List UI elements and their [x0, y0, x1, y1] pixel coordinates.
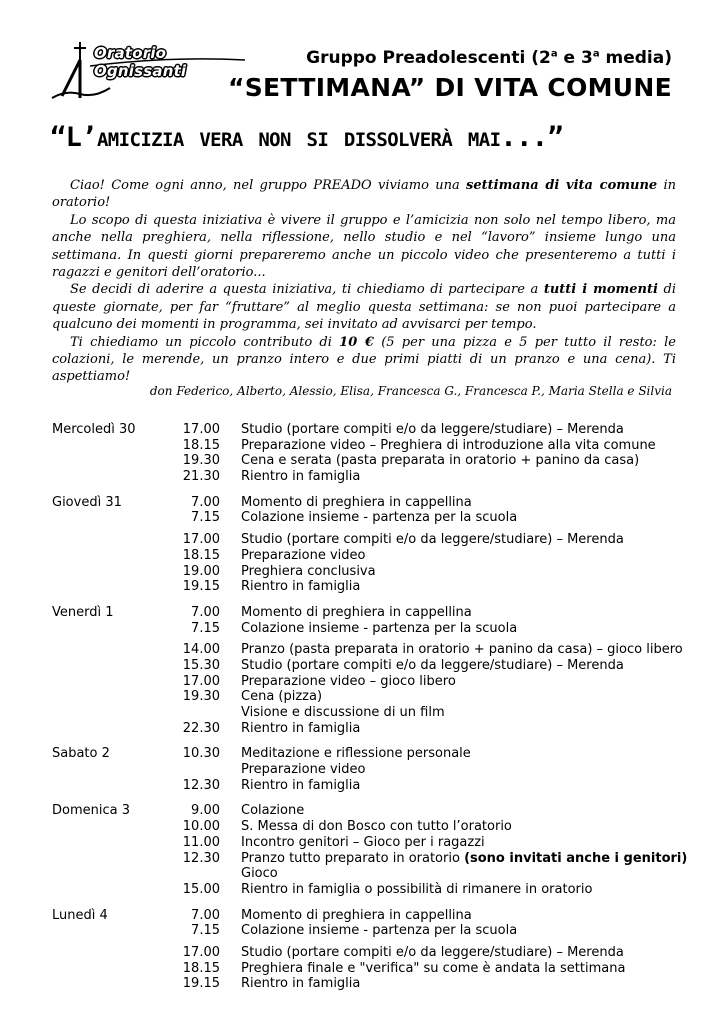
activity-text: Preghiera conclusiva	[241, 563, 376, 579]
time-label: 18.15	[182, 437, 220, 453]
schedule-row	[52, 621, 692, 637]
activity-text: Rientro in famiglia o possibilità di rimanere in oratorio	[241, 881, 593, 897]
schedule-day	[52, 803, 692, 897]
signature: don Federico, Alberto, Alessio, Elisa, Francesca G., Francesca P., Maria Stella e Silvia	[149, 384, 672, 398]
schedule-row	[52, 851, 692, 867]
activity-text: Visione e discussione di un film	[241, 705, 445, 720]
schedule-row	[52, 605, 692, 621]
letter-emphasis: settimana di vita comune	[466, 178, 658, 193]
activity-text: Preparazione video	[241, 762, 366, 778]
schedule-block	[52, 605, 692, 636]
activity-label	[241, 438, 656, 453]
schedule-row	[52, 908, 692, 924]
schedule-row	[52, 803, 692, 819]
letter-paragraph	[52, 177, 676, 212]
schedule-row	[52, 923, 692, 939]
activity-text: Preparazione video – Preghiera di introduzione alla vita comune	[241, 437, 656, 453]
activity-label	[241, 705, 445, 720]
activity-text: Rientro in famiglia	[241, 579, 361, 595]
activity-text: Preparazione video	[241, 547, 366, 563]
letter-paragraph: Lo scopo di questa iniziativa è vivere il gruppo e l’amicizia non solo nel tempo libero, ma anche nella preghiera, nella riflessione, nello studio e nel “lavoro” insieme lungo una settimana. In questi giorni prepareremo anche un piccolo video che presenteremo a tutti i ragazzi e genitori dell’oratorio...	[52, 212, 676, 281]
activity-text: Momento di preghiera in cappellina	[241, 494, 472, 510]
time-label: 7.15	[191, 923, 220, 939]
activity-text: Studio (portare compiti e/o da leggere/studiare) – Merenda	[241, 532, 624, 548]
schedule-block	[52, 945, 692, 992]
activity-text: Studio (portare compiti e/o da leggere/studiare) – Merenda	[241, 944, 624, 960]
activity-text: Momento di preghiera in cappellina	[241, 604, 472, 620]
schedule-row	[52, 579, 692, 595]
time-label: 22.30	[182, 720, 220, 736]
activity-label	[241, 923, 517, 938]
time-label: 11.00	[182, 834, 220, 850]
activity-text: Colazione insieme - partenza per la scuola	[241, 923, 518, 939]
activity-text: Cena e serata (pasta preparata in oratorio + panino da casa)	[241, 453, 640, 469]
time-label: 15.00	[182, 881, 220, 897]
schedule-row	[52, 548, 692, 564]
schedule-day	[52, 605, 692, 737]
activity-text: Colazione insieme - partenza per la scuola	[241, 510, 518, 526]
activity-label	[241, 762, 365, 777]
activity-text: S. Messa di don Bosco con tutto l’oratorio	[241, 819, 512, 835]
schedule-day	[52, 746, 692, 793]
schedule-row	[52, 976, 692, 992]
activity-text: Rientro in famiglia	[241, 720, 361, 736]
time-label: 10.30	[182, 746, 220, 762]
time-label: 19.15	[182, 579, 220, 595]
activity-label	[241, 621, 517, 636]
activity-text: Pranzo tutto preparato in oratorio	[241, 850, 465, 866]
schedule-row	[52, 469, 692, 485]
schedule-row	[52, 705, 692, 721]
activity-text: Rientro in famiglia	[241, 976, 361, 992]
schedule	[52, 422, 692, 1002]
activity-text: Studio (portare compiti e/o da leggere/studiare) – Merenda	[241, 657, 624, 673]
group-prefix: Gruppo Preadolescenti (2	[306, 48, 551, 68]
time-label: 19.30	[182, 689, 220, 705]
letter-text: Se decidi di aderire a questa iniziativa, ti chiediamo di partecipare a	[70, 282, 544, 298]
activity-text: Momento di preghiera in cappellina	[241, 907, 472, 923]
time-label: 21.30	[182, 469, 220, 485]
schedule-day	[52, 908, 692, 992]
activity-label	[241, 469, 360, 484]
schedule-row	[52, 674, 692, 690]
group-sup-1: a	[550, 48, 558, 60]
time-label: 10.00	[182, 819, 220, 835]
time-label: 7.00	[191, 907, 220, 923]
activity-text: Gioco	[241, 866, 278, 882]
schedule-day	[52, 422, 692, 485]
day-label: Mercoledì 30	[52, 422, 136, 437]
schedule-row	[52, 746, 692, 762]
day-label: Lunedì 4	[52, 907, 108, 923]
activity-label	[241, 976, 360, 991]
day-label: Domenica 3	[52, 803, 130, 819]
schedule-block	[52, 908, 692, 939]
letter-text: Ciao! Come ogni anno, nel gruppo PREADO viviamo una	[70, 178, 467, 193]
time-label: 17.00	[182, 532, 220, 548]
time-label: 17.00	[182, 944, 220, 960]
schedule-block	[52, 532, 692, 595]
activity-label	[241, 495, 472, 510]
schedule-row	[52, 422, 692, 438]
group-mid: e 3	[557, 48, 593, 68]
activity-label	[241, 548, 365, 563]
activity-emphasis: (sono invitati anche i genitori)	[464, 850, 688, 866]
activity-label	[241, 453, 639, 468]
schedule-block	[52, 642, 692, 736]
activity-text: Studio (portare compiti e/o da leggere/studiare) – Merenda	[241, 422, 624, 437]
time-label: 17.00	[182, 673, 220, 689]
time-label: 7.15	[191, 510, 220, 526]
schedule-row	[52, 961, 692, 977]
activity-label	[241, 866, 278, 881]
activity-label	[241, 961, 625, 976]
activity-label	[241, 835, 485, 850]
schedule-row	[52, 882, 692, 898]
letter-paragraph	[52, 281, 676, 333]
activity-text: Preparazione video – gioco libero	[241, 673, 456, 689]
schedule-row	[52, 642, 692, 658]
activity-label	[241, 532, 624, 547]
week-title: “SETTIMANA” DI VITA COMUNE	[228, 73, 672, 102]
schedule-row	[52, 819, 692, 835]
activity-label	[241, 778, 360, 793]
schedule-row	[52, 866, 692, 882]
schedule-block	[52, 803, 692, 897]
time-label: 7.15	[191, 620, 220, 636]
schedule-row	[52, 658, 692, 674]
activity-text: Pranzo (pasta preparata in oratorio + panino da casa) – gioco libero	[241, 642, 683, 658]
letter-paragraph	[52, 334, 676, 386]
activity-text: Colazione	[241, 803, 305, 819]
contribution-amount: 10 €	[339, 334, 374, 350]
time-label: 18.15	[182, 547, 220, 563]
schedule-row	[52, 532, 692, 548]
activity-text: Cena (pizza)	[241, 689, 323, 705]
time-label: 12.30	[182, 850, 220, 866]
activity-label	[241, 422, 624, 437]
activity-label	[241, 803, 304, 818]
logo-text: Oratorio Ognissanti	[94, 44, 187, 80]
day-label: Sabato 2	[52, 746, 110, 762]
activity-label	[241, 689, 322, 704]
motto-heading: “L’amicizia vera non si dissolverà mai...”	[50, 122, 564, 153]
activity-label	[241, 642, 683, 657]
schedule-row	[52, 510, 692, 526]
activity-label	[241, 819, 512, 834]
activity-label	[241, 658, 624, 673]
time-label: 14.00	[182, 642, 220, 658]
time-label: 18.15	[182, 960, 220, 976]
activity-text: Incontro genitori – Gioco per i ragazzi	[241, 834, 485, 850]
activity-label	[241, 908, 472, 923]
letter-text: (5 per una pizza e 5 per tutto il resto: le colazioni, le merende, un pranzo intero e due primi piatti di un pranzo e una cena). Ti aspettiamo!	[52, 334, 676, 385]
activity-label	[241, 851, 687, 866]
schedule-row	[52, 689, 692, 705]
invitation-letter	[52, 177, 676, 386]
group-title	[306, 48, 672, 68]
schedule-block	[52, 746, 692, 793]
schedule-row	[52, 945, 692, 961]
activity-text: Rientro in famiglia	[241, 777, 361, 793]
schedule-day	[52, 495, 692, 595]
activity-text: Colazione insieme - partenza per la scuola	[241, 620, 518, 636]
activity-text: Meditazione e riflessione personale	[241, 746, 471, 762]
schedule-row	[52, 453, 692, 469]
activity-label	[241, 564, 376, 579]
group-suffix: media)	[599, 48, 672, 68]
activity-label	[241, 882, 592, 897]
schedule-row	[52, 835, 692, 851]
activity-label	[241, 579, 360, 594]
schedule-row	[52, 564, 692, 580]
activity-label	[241, 945, 624, 960]
schedule-row	[52, 495, 692, 511]
schedule-row	[52, 438, 692, 454]
time-label: 17.00	[182, 422, 220, 437]
time-label: 19.00	[182, 563, 220, 579]
activity-label	[241, 605, 472, 620]
activity-text: Preghiera finale e "verifica" su come è andata la settimana	[241, 960, 626, 976]
activity-text: Rientro in famiglia	[241, 469, 361, 485]
day-label: Venerdì 1	[52, 604, 114, 620]
activity-label	[241, 746, 471, 761]
activity-label	[241, 510, 517, 525]
time-label: 19.15	[182, 976, 220, 992]
letter-text: di queste giornate, per far “fruttare” al meglio questa settimana: se non puoi partecipare a qualcuno dei momenti in programma, sei invitato ad avvisarci per tempo.	[52, 282, 676, 333]
time-label: 7.00	[191, 604, 220, 620]
time-label: 7.00	[191, 494, 220, 510]
group-sup-2: a	[592, 48, 600, 60]
schedule-row	[52, 778, 692, 794]
time-label: 12.30	[182, 777, 220, 793]
schedule-block	[52, 422, 692, 485]
day-label: Giovedì 31	[52, 494, 122, 510]
letter-emphasis: tutti i momenti	[543, 282, 658, 298]
time-label: 15.30	[182, 657, 220, 673]
activity-label	[241, 721, 360, 736]
letter-text: Ti chiediamo un piccolo contributo di	[70, 334, 340, 350]
schedule-block	[52, 495, 692, 526]
time-label: 19.30	[182, 453, 220, 469]
letter-text: in oratorio!	[52, 178, 677, 211]
schedule-row	[52, 721, 692, 737]
schedule-row	[52, 762, 692, 778]
activity-label	[241, 674, 456, 689]
time-label: 9.00	[191, 803, 220, 819]
oratorio-logo	[50, 38, 250, 108]
